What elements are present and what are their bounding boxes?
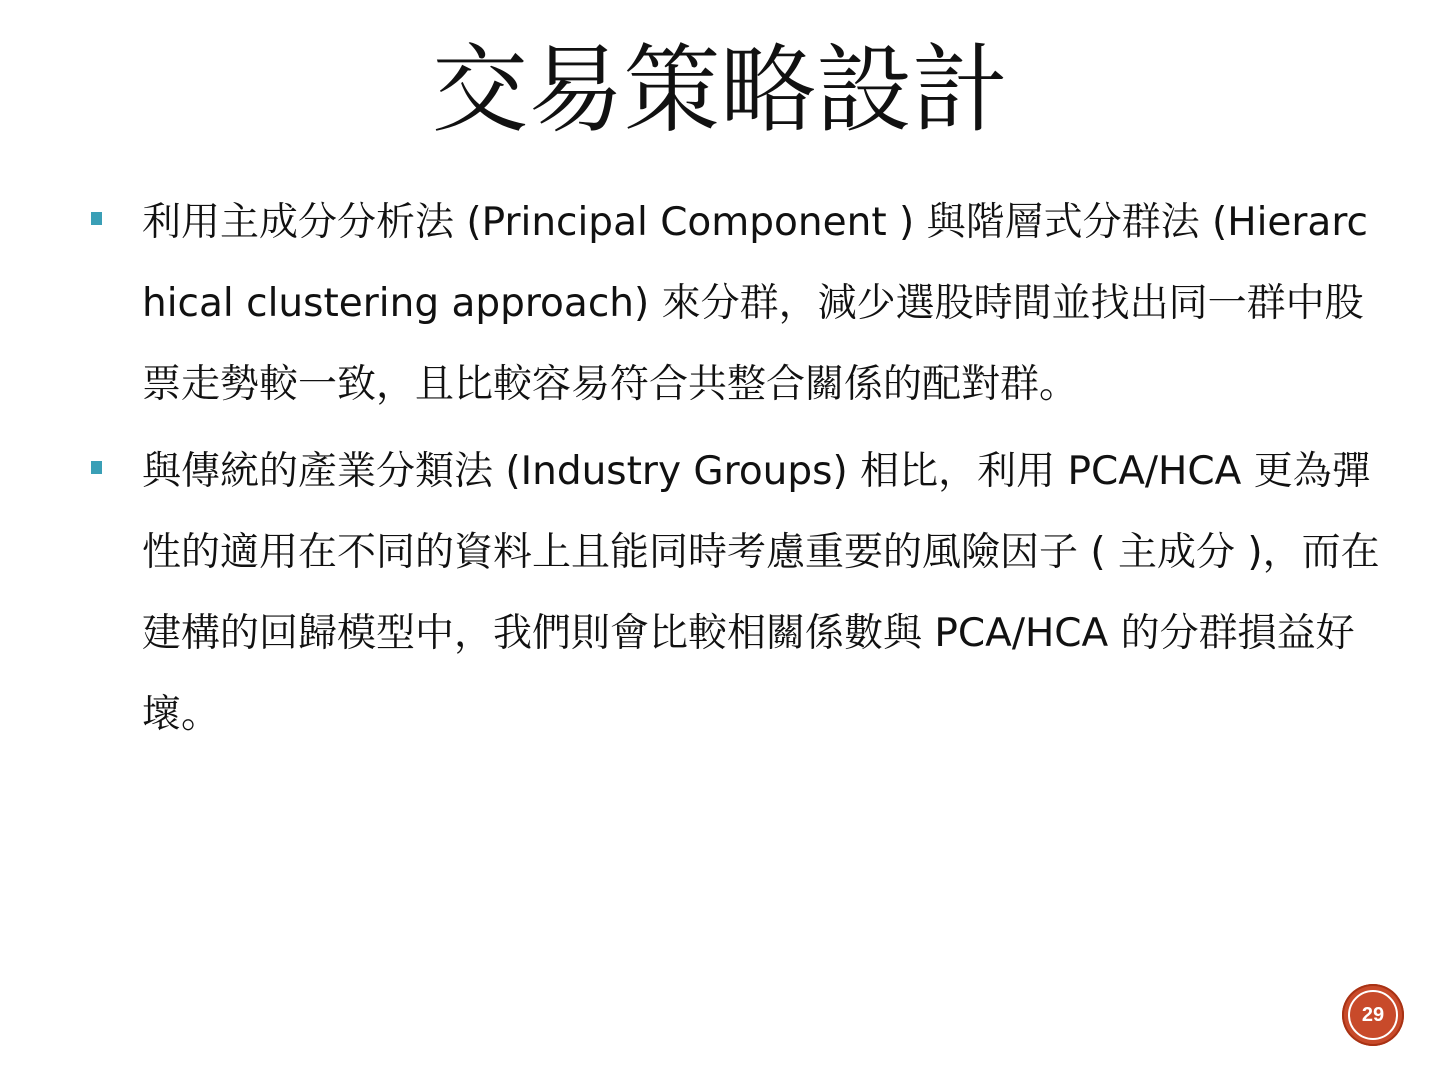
page-number-badge (1342, 984, 1404, 1046)
bullet-item (88, 431, 1388, 755)
bullet-item (88, 182, 1388, 425)
bullet-text: 與傳統的產業分類法 (Industry Groups) 相比，利用 PCA/HCA 更為彈性的適用在不同的資料上且能同時考慮重要的風險因子 ( 主成分 )，而在建構的回歸模型中，我們則會比較相關係數與 PCA/HCA 的分群損益好壞。 (142, 449, 1380, 737)
slide-title: 交易策略設計 (432, 34, 1008, 146)
bullet-list (88, 182, 1388, 761)
square-bullet-icon (91, 461, 102, 474)
bullet-text: 利用主成分分析法 (Principal Component ) 與階層式分群法 (Hierarchical clustering approach) 來分群，減少選股時間並找出同一群中股票走勢較一致，且比較容易符合共整合關係的配對群。 (142, 200, 1368, 407)
page-number: 29 (1348, 990, 1398, 1040)
square-bullet-icon (91, 212, 102, 225)
